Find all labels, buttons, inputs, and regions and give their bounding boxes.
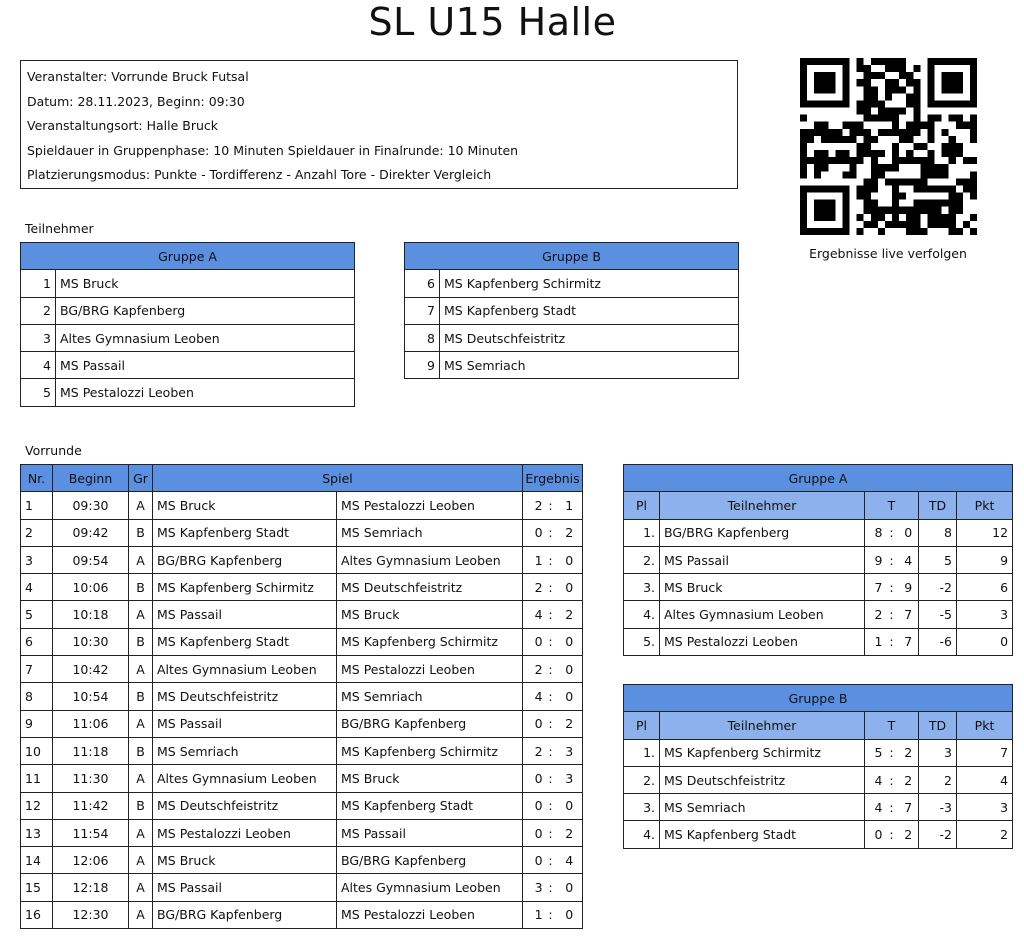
- goals-for: 9: [865, 546, 885, 573]
- score-sep: :: [545, 819, 557, 846]
- game-gast: MS Kapfenberg Stadt: [337, 792, 523, 819]
- game-row: [21, 765, 583, 792]
- game-gast: MS Semriach: [337, 683, 523, 710]
- goals-sep: :: [885, 601, 899, 628]
- game-beginn: 11:18: [53, 737, 129, 764]
- game-heim: MS Bruck: [153, 492, 337, 519]
- score-sep: :: [545, 656, 557, 683]
- game-row: [21, 574, 583, 601]
- score-gast: 2: [557, 819, 583, 846]
- game-gruppe: B: [129, 519, 153, 546]
- game-beginn: 11:30: [53, 765, 129, 792]
- standing-name: MS Pestalozzi Leoben: [660, 628, 865, 655]
- vorrunde-games-table: [20, 464, 583, 929]
- score-heim: 0: [523, 710, 545, 737]
- score-gast: 0: [557, 546, 583, 573]
- game-beginn: 10:42: [53, 656, 129, 683]
- standing-name: BG/BRG Kapfenberg: [660, 519, 865, 546]
- game-row: [21, 683, 583, 710]
- game-heim: Altes Gymnasium Leoben: [153, 765, 337, 792]
- tabelle-gruppe-a: [623, 464, 1013, 656]
- game-heim: Altes Gymnasium Leoben: [153, 656, 337, 683]
- team-name: MS Deutschfeistritz: [440, 324, 739, 351]
- score-sep: :: [545, 874, 557, 901]
- game-nr: 15: [21, 874, 53, 901]
- score-gast: 0: [557, 656, 583, 683]
- game-nr: 13: [21, 819, 53, 846]
- standing-td: -3: [919, 794, 957, 821]
- score-heim: 2: [523, 737, 545, 764]
- teilnehmer-label: Teilnehmer: [25, 221, 94, 236]
- game-row: [21, 901, 583, 928]
- game-beginn: 12:06: [53, 847, 129, 874]
- score-heim: 0: [523, 628, 545, 655]
- score-gast: 0: [557, 874, 583, 901]
- score-heim: 0: [523, 765, 545, 792]
- standing-name: MS Passail: [660, 546, 865, 573]
- standing-td: -6: [919, 628, 957, 655]
- score-heim: 0: [523, 792, 545, 819]
- standings-row: [624, 574, 1013, 601]
- game-heim: MS Passail: [153, 601, 337, 628]
- team-row: [21, 270, 355, 297]
- score-gast: 2: [557, 710, 583, 737]
- score-gast: 2: [557, 519, 583, 546]
- standing-pl: 3.: [624, 574, 660, 601]
- score-heim: 0: [523, 519, 545, 546]
- goals-for: 2: [865, 601, 885, 628]
- game-gast: Altes Gymnasium Leoben: [337, 546, 523, 573]
- event-info-box: [20, 60, 738, 189]
- standing-pkt: 3: [957, 794, 1013, 821]
- game-row: [21, 737, 583, 764]
- goals-for: 8: [865, 519, 885, 546]
- score-sep: :: [545, 710, 557, 737]
- score-gast: 3: [557, 765, 583, 792]
- game-gast: MS Passail: [337, 819, 523, 846]
- game-gruppe: A: [129, 546, 153, 573]
- game-heim: MS Deutschfeistritz: [153, 683, 337, 710]
- game-beginn: 11:54: [53, 819, 129, 846]
- standing-pl: 1.: [624, 519, 660, 546]
- game-heim: MS Passail: [153, 874, 337, 901]
- game-gast: MS Bruck: [337, 601, 523, 628]
- team-nr: 5: [21, 379, 56, 406]
- team-nr: 9: [405, 352, 440, 379]
- score-gast: 3: [557, 737, 583, 764]
- goals-for: 4: [865, 794, 885, 821]
- score-sep: :: [545, 601, 557, 628]
- game-nr: 4: [21, 574, 53, 601]
- game-row: [21, 874, 583, 901]
- game-gruppe: B: [129, 628, 153, 655]
- standing-name: MS Kapfenberg Stadt: [660, 821, 865, 848]
- goals-for: 4: [865, 766, 885, 793]
- col-t: T: [865, 712, 919, 739]
- goals-for: 7: [865, 574, 885, 601]
- team-nr: 6: [405, 270, 440, 297]
- goals-against: 7: [899, 628, 919, 655]
- game-beginn: 11:42: [53, 792, 129, 819]
- info-veranstalter: Veranstalter: Vorrunde Bruck Futsal: [27, 69, 249, 84]
- game-heim: MS Kapfenberg Stadt: [153, 628, 337, 655]
- game-gruppe: B: [129, 574, 153, 601]
- team-row: [21, 324, 355, 351]
- team-nr: 1: [21, 270, 56, 297]
- team-nr: 4: [21, 352, 56, 379]
- game-gruppe: A: [129, 710, 153, 737]
- score-heim: 2: [523, 492, 545, 519]
- game-gruppe: A: [129, 901, 153, 928]
- standing-td: 2: [919, 766, 957, 793]
- col-gr: Gr: [129, 465, 153, 492]
- score-heim: 1: [523, 546, 545, 573]
- goals-for: 5: [865, 739, 885, 766]
- game-gast: MS Pestalozzi Leoben: [337, 492, 523, 519]
- standing-td: -5: [919, 601, 957, 628]
- standing-td: -2: [919, 821, 957, 848]
- info-ort: Veranstaltungsort: Halle Bruck: [27, 118, 219, 134]
- score-sep: :: [545, 765, 557, 792]
- standings-row: [624, 628, 1013, 655]
- game-heim: MS Kapfenberg Schirmitz: [153, 574, 337, 601]
- goals-against: 2: [899, 821, 919, 848]
- standings-row: [624, 766, 1013, 793]
- col-teilnehmer: Teilnehmer: [660, 712, 865, 739]
- game-nr: 5: [21, 601, 53, 628]
- score-sep: :: [545, 519, 557, 546]
- game-gast: BG/BRG Kapfenberg: [337, 710, 523, 737]
- page-title: SL U15 Halle: [368, 0, 617, 44]
- col-nr: Nr.: [21, 465, 53, 492]
- goals-sep: :: [885, 766, 899, 793]
- vorrunde-label: Vorrunde: [25, 443, 82, 458]
- score-gast: 0: [557, 683, 583, 710]
- qr-code-icon[interactable]: [800, 58, 977, 235]
- team-name: MS Pestalozzi Leoben: [56, 379, 355, 406]
- game-gruppe: A: [129, 492, 153, 519]
- score-gast: 2: [557, 601, 583, 628]
- standing-pl: 5.: [624, 628, 660, 655]
- standing-name: Altes Gymnasium Leoben: [660, 601, 865, 628]
- team-row: [405, 297, 739, 324]
- goals-against: 2: [899, 766, 919, 793]
- game-row: [21, 628, 583, 655]
- tabelle-b-header: Gruppe B: [624, 685, 1013, 712]
- goals-against: 9: [899, 574, 919, 601]
- score-heim: 1: [523, 901, 545, 928]
- game-row: [21, 847, 583, 874]
- goals-sep: :: [885, 574, 899, 601]
- score-heim: 2: [523, 656, 545, 683]
- col-t: T: [865, 492, 919, 519]
- game-beginn: 11:06: [53, 710, 129, 737]
- standing-name: MS Deutschfeistritz: [660, 766, 865, 793]
- game-nr: 14: [21, 847, 53, 874]
- game-gast: MS Pestalozzi Leoben: [337, 656, 523, 683]
- standing-td: -2: [919, 574, 957, 601]
- game-gast: Altes Gymnasium Leoben: [337, 874, 523, 901]
- game-row: [21, 710, 583, 737]
- standings-row: [624, 546, 1013, 573]
- game-beginn: 09:30: [53, 492, 129, 519]
- goals-against: 0: [899, 519, 919, 546]
- col-td: TD: [919, 492, 957, 519]
- standing-td: 8: [919, 519, 957, 546]
- game-gruppe: A: [129, 656, 153, 683]
- game-row: [21, 519, 583, 546]
- team-nr: 3: [21, 324, 56, 351]
- team-name: BG/BRG Kapfenberg: [56, 297, 355, 324]
- info-spieldauer: Spieldauer in Gruppenphase: 10 Minuten Spieldauer in Finalrunde: 10 Minuten: [27, 142, 519, 158]
- standings-row: [624, 519, 1013, 546]
- info-datum: Datum: 28.11.2023, Beginn: 09:30: [27, 93, 245, 109]
- score-gast: 0: [557, 574, 583, 601]
- goals-sep: :: [885, 821, 899, 848]
- team-row: [21, 352, 355, 379]
- standing-pkt: 6: [957, 574, 1013, 601]
- standing-pkt: 7: [957, 739, 1013, 766]
- team-name: MS Passail: [56, 352, 355, 379]
- game-beginn: 09:54: [53, 546, 129, 573]
- game-row: [21, 792, 583, 819]
- game-gruppe: A: [129, 601, 153, 628]
- goals-sep: :: [885, 546, 899, 573]
- team-row: [405, 352, 739, 379]
- col-pkt: Pkt: [957, 492, 1013, 519]
- standing-pl: 2.: [624, 766, 660, 793]
- team-name: MS Bruck: [56, 270, 355, 297]
- team-row: [405, 270, 739, 297]
- goals-sep: :: [885, 628, 899, 655]
- game-gast: MS Semriach: [337, 519, 523, 546]
- standing-pkt: 4: [957, 766, 1013, 793]
- standing-pl: 4.: [624, 601, 660, 628]
- col-teilnehmer: Teilnehmer: [660, 492, 865, 519]
- score-gast: 0: [557, 901, 583, 928]
- game-gast: MS Bruck: [337, 765, 523, 792]
- col-pl: Pl: [624, 712, 660, 739]
- game-heim: MS Bruck: [153, 847, 337, 874]
- teilnehmer-gruppe-a-table: [20, 242, 355, 407]
- game-heim: MS Pestalozzi Leoben: [153, 819, 337, 846]
- goals-for: 1: [865, 628, 885, 655]
- team-row: [21, 379, 355, 406]
- game-heim: MS Semriach: [153, 737, 337, 764]
- score-heim: 4: [523, 601, 545, 628]
- tabelle-a-header: Gruppe A: [624, 465, 1013, 492]
- team-name: MS Kapfenberg Schirmitz: [440, 270, 739, 297]
- col-ergebnis: Ergebnis: [523, 465, 583, 492]
- standings-row: [624, 794, 1013, 821]
- col-td: TD: [919, 712, 957, 739]
- team-nr: 8: [405, 324, 440, 351]
- game-nr: 8: [21, 683, 53, 710]
- score-sep: :: [545, 574, 557, 601]
- standing-pkt: 3: [957, 601, 1013, 628]
- col-spiel: Spiel: [153, 465, 523, 492]
- game-heim: BG/BRG Kapfenberg: [153, 901, 337, 928]
- game-heim: MS Deutschfeistritz: [153, 792, 337, 819]
- game-gruppe: A: [129, 874, 153, 901]
- game-row: [21, 546, 583, 573]
- game-nr: 12: [21, 792, 53, 819]
- game-row: [21, 492, 583, 519]
- game-beginn: 12:30: [53, 901, 129, 928]
- standings-row: [624, 821, 1013, 848]
- game-row: [21, 656, 583, 683]
- game-gast: MS Kapfenberg Schirmitz: [337, 737, 523, 764]
- score-gast: 0: [557, 628, 583, 655]
- game-nr: 3: [21, 546, 53, 573]
- teilnehmer-gruppe-b-table: [404, 242, 739, 379]
- score-heim: 2: [523, 574, 545, 601]
- goals-against: 7: [899, 601, 919, 628]
- gruppe-b-header: Gruppe B: [405, 243, 739, 270]
- goals-against: 7: [899, 794, 919, 821]
- game-nr: 9: [21, 710, 53, 737]
- score-sep: :: [545, 792, 557, 819]
- game-gruppe: B: [129, 737, 153, 764]
- game-gruppe: B: [129, 683, 153, 710]
- score-sep: :: [545, 901, 557, 928]
- game-gast: MS Kapfenberg Schirmitz: [337, 628, 523, 655]
- score-sep: :: [545, 737, 557, 764]
- game-gruppe: A: [129, 765, 153, 792]
- col-beginn: Beginn: [53, 465, 129, 492]
- standing-pkt: 2: [957, 821, 1013, 848]
- game-heim: BG/BRG Kapfenberg: [153, 546, 337, 573]
- score-heim: 3: [523, 874, 545, 901]
- goals-sep: :: [885, 739, 899, 766]
- score-gast: 4: [557, 847, 583, 874]
- standing-name: MS Semriach: [660, 794, 865, 821]
- game-beginn: 10:18: [53, 601, 129, 628]
- standing-pkt: 0: [957, 628, 1013, 655]
- score-sep: :: [545, 628, 557, 655]
- standings-row: [624, 739, 1013, 766]
- game-heim: MS Kapfenberg Stadt: [153, 519, 337, 546]
- game-nr: 10: [21, 737, 53, 764]
- score-heim: 0: [523, 847, 545, 874]
- standing-pl: 3.: [624, 794, 660, 821]
- game-nr: 16: [21, 901, 53, 928]
- game-beginn: 10:54: [53, 683, 129, 710]
- game-nr: 1: [21, 492, 53, 519]
- standing-name: MS Bruck: [660, 574, 865, 601]
- game-beginn: 12:18: [53, 874, 129, 901]
- standing-td: 5: [919, 546, 957, 573]
- game-nr: 11: [21, 765, 53, 792]
- game-gruppe: A: [129, 847, 153, 874]
- game-gruppe: B: [129, 792, 153, 819]
- game-row: [21, 819, 583, 846]
- goals-for: 0: [865, 821, 885, 848]
- goals-sep: :: [885, 794, 899, 821]
- tabelle-gruppe-b: [623, 684, 1013, 849]
- game-gast: MS Deutschfeistritz: [337, 574, 523, 601]
- standing-pl: 2.: [624, 546, 660, 573]
- game-gast: BG/BRG Kapfenberg: [337, 847, 523, 874]
- standings-row: [624, 601, 1013, 628]
- standing-pkt: 9: [957, 546, 1013, 573]
- game-beginn: 09:42: [53, 519, 129, 546]
- score-sep: :: [545, 492, 557, 519]
- goals-sep: :: [885, 519, 899, 546]
- standing-pl: 1.: [624, 739, 660, 766]
- game-gruppe: A: [129, 819, 153, 846]
- standing-pkt: 12: [957, 519, 1013, 546]
- game-beginn: 10:06: [53, 574, 129, 601]
- standing-name: MS Kapfenberg Schirmitz: [660, 739, 865, 766]
- game-row: [21, 601, 583, 628]
- info-modus: Platzierungsmodus: Punkte - Tordifferenz - Anzahl Tore - Direkter Vergleich: [27, 167, 492, 183]
- game-nr: 2: [21, 519, 53, 546]
- gruppe-a-header: Gruppe A: [21, 243, 355, 270]
- score-sep: :: [545, 847, 557, 874]
- score-sep: :: [545, 546, 557, 573]
- team-name: MS Kapfenberg Stadt: [440, 297, 739, 324]
- game-heim: MS Passail: [153, 710, 337, 737]
- team-name: Altes Gymnasium Leoben: [56, 324, 355, 351]
- game-nr: 7: [21, 656, 53, 683]
- game-nr: 6: [21, 628, 53, 655]
- goals-against: 2: [899, 739, 919, 766]
- standing-td: 3: [919, 739, 957, 766]
- score-gast: 0: [557, 792, 583, 819]
- score-gast: 1: [557, 492, 583, 519]
- team-nr: 2: [21, 297, 56, 324]
- score-heim: 0: [523, 819, 545, 846]
- team-name: MS Semriach: [440, 352, 739, 379]
- team-nr: 7: [405, 297, 440, 324]
- team-row: [21, 297, 355, 324]
- standing-pl: 4.: [624, 821, 660, 848]
- col-pkt: Pkt: [957, 712, 1013, 739]
- score-sep: :: [545, 683, 557, 710]
- goals-against: 4: [899, 546, 919, 573]
- team-row: [405, 324, 739, 351]
- qr-caption: Ergebnisse live verfolgen: [809, 246, 967, 261]
- col-pl: Pl: [624, 492, 660, 519]
- game-beginn: 10:30: [53, 628, 129, 655]
- game-gast: MS Pestalozzi Leoben: [337, 901, 523, 928]
- score-heim: 4: [523, 683, 545, 710]
